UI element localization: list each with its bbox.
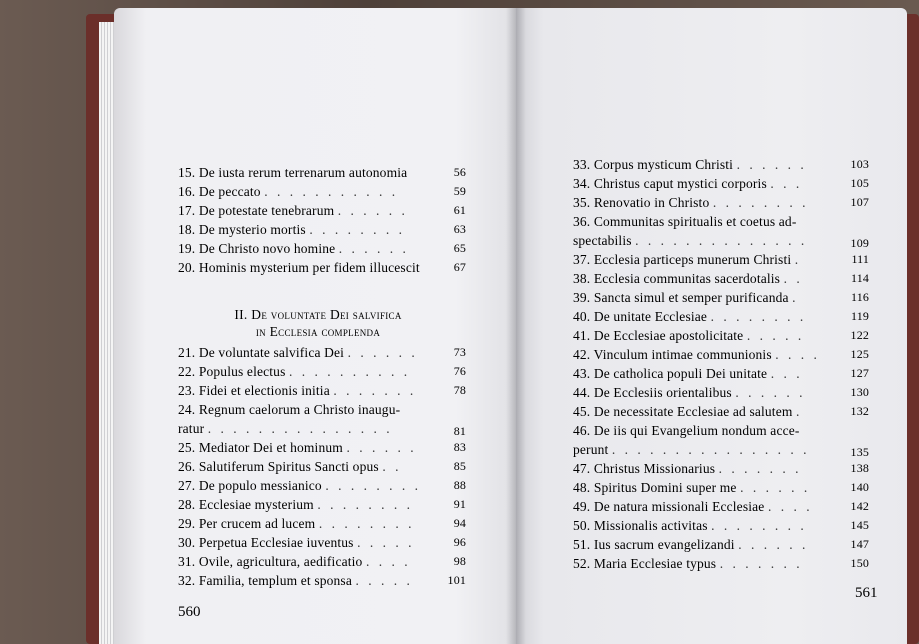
toc-page-number: 130 [850,385,869,399]
toc-page-number: 140 [850,480,869,494]
toc-entry [573,212,869,250]
toc-entry-title: 33. Corpus mysticum Christi [573,157,734,172]
toc-entry [573,193,869,212]
toc-page-number: 147 [850,537,869,551]
toc-entry [573,326,869,345]
toc-page-number: 119 [850,309,869,323]
toc-entry-title: 32. Familia, templum et sponsa [178,573,352,588]
toc-page-number: 107 [850,195,869,209]
toc-page-number: 122 [850,328,869,342]
toc-page-number: 85 [453,459,466,473]
toc-entry-title: 21. De voluntate salvifica Dei [178,345,345,360]
leader-dots: . . . . [775,347,820,362]
toc-entry [178,362,466,381]
toc-page-number: 145 [850,518,869,532]
toc-page-number: 78 [453,383,466,397]
toc-entry-title: 43. De catholica populi Dei unitate [573,366,768,381]
toc-page-number: 56 [453,165,466,179]
leader-dots: . . . . . [357,535,415,550]
toc-entry [178,182,466,201]
leader-dots: . . . . . . . . . . . [264,184,399,199]
toc-entry-title-continued [573,440,869,459]
toc-entry-title: 35. Renovatio in Christo [573,195,710,210]
toc-page-number: 94 [453,516,466,530]
toc-page-number: 81 [453,424,466,438]
toc-entry-title: 52. Maria Ecclesiae typus [573,556,717,571]
leader-dots: . [796,404,803,419]
leader-dots: . . [382,459,402,474]
toc-page-number: 111 [851,252,869,266]
toc-entry-title: 31. Ovile, agricultura, aedificatio [178,554,363,569]
toc-page-number: 63 [453,222,466,236]
toc-entry-title: 42. Vinculum intimae communionis [573,347,772,362]
toc-entry-title: 20. Hominis mysterium per fidem illucescit [178,260,420,275]
toc-entry [573,402,869,421]
toc-entry-title: 51. Ius sacrum evangelizandi [573,537,735,552]
leader-dots: . . . . . . [735,385,806,400]
toc-entry-title: 39. Sancta simul et semper purificanda [573,290,789,305]
toc-entry [573,554,869,573]
toc-entry [178,220,466,239]
leader-dots: . . . . . . [347,345,418,360]
toc-entry-title-continued [178,419,466,438]
toc-page-number: 96 [453,535,466,549]
leader-dots: . . . . . . . . . . . . . . . . [611,442,810,457]
toc-entry [178,533,466,552]
toc-page-number: 150 [850,556,869,570]
toc-entry [178,163,466,182]
toc-page-number: 127 [850,366,869,380]
toc-entry-title: 28. Ecclesiae mysterium [178,497,314,512]
toc-list-left-bottom [178,343,466,590]
leader-dots: . . . . . . [337,203,408,218]
toc-entry-title: 50. Missionalis activitas [573,518,708,533]
toc-entry [573,364,869,383]
toc-page-number: 138 [850,461,869,475]
toc-page-number: 65 [453,241,466,255]
toc-entry [573,269,869,288]
toc-entry [178,495,466,514]
toc-page-number: 83 [453,440,466,454]
toc-page-number: 132 [850,404,869,418]
leader-dots: . . . . . . . . [317,497,413,512]
leader-dots: . . . . . . . [719,556,803,571]
toc-page-number: 135 [850,445,869,459]
toc-page-number: 116 [850,290,869,304]
toc-page-number: 91 [453,497,466,511]
toc-entry [178,400,466,438]
toc-entry-title: 27. De populo messianico [178,478,322,493]
leader-dots: . . . . . . . [333,383,417,398]
toc-page-number: 109 [850,236,869,250]
section-heading-line2: in Ecclesia complenda [255,324,381,339]
toc-entry-title: 30. Perpetua Ecclesiae iuventus [178,535,354,550]
toc-entry [573,288,869,307]
toc-entry [178,457,466,476]
toc-entry-title-line2: perunt [573,442,609,457]
leader-dots: . . . . . . [740,480,811,495]
toc-page-number: 61 [453,203,466,217]
toc-page-number: 103 [850,157,869,171]
toc-page-number: 88 [453,478,466,492]
toc-entry-title: 17. De potestate tenebrarum [178,203,335,218]
toc-entry-title-line2: ratur [178,421,205,436]
toc-entry [573,478,869,497]
toc-entry [178,201,466,220]
book-gutter [506,8,526,644]
toc-list-right [573,155,869,573]
leader-dots: . . . . [365,554,411,569]
toc-entry-title: 37. Ecclesia particeps munerum Christi [573,252,792,267]
toc-entry-title: 47. Christus Missionarius [573,461,716,476]
leader-dots: . . [783,271,803,286]
toc-entry [573,516,869,535]
leader-dots: . . . [770,176,803,191]
folio-left: 560 [178,604,201,620]
toc-entry [573,307,869,326]
toc-entry-title-continued [573,231,869,250]
toc-entry [178,343,466,362]
leader-dots: . . . . . . . . [309,222,405,237]
toc-entry-title-line2: spectabilis [573,233,632,248]
toc-entry [178,571,466,590]
toc-page-number: 59 [453,184,466,198]
leader-dots: . . . . . . . . [712,195,809,210]
leader-dots: . . . . . [746,328,805,343]
toc-entry [573,459,869,478]
toc-page-number: 105 [850,176,869,190]
leader-dots: . . . . . . . . [318,516,415,531]
section-heading-line1: II. De voluntate Dei salvifica [234,307,402,322]
leader-dots: . . . . . . . . [710,309,807,324]
leader-dots: . . . . . . [346,440,417,455]
toc-entry-title: 24. Regnum caelorum a Christo inaugu- [178,402,401,417]
toc-page-number: 98 [453,554,466,568]
toc-entry-title: 34. Christus caput mystici corporis [573,176,767,191]
toc-entry-title: 16. De peccato [178,184,261,199]
toc-entry [178,258,466,277]
toc-entry [178,438,466,457]
toc-entry-title: 18. De mysterio mortis [178,222,306,237]
toc-page-number: 73 [453,345,466,359]
toc-entry-title: 23. Fidei et electionis initia [178,383,330,398]
toc-entry-title: 48. Spiritus Domini super me [573,480,737,495]
toc-entry [573,383,869,402]
leader-dots: . . . . . . [738,537,809,552]
toc-entry [178,239,466,258]
toc-entry [178,552,466,571]
section-heading [178,306,458,340]
toc-page-number: 142 [850,499,869,513]
toc-page-number: 114 [850,271,869,285]
toc-list-left-top [178,163,466,277]
toc-entry-title: 45. De necessitate Ecclesiae ad salutem [573,404,793,419]
leader-dots: . . . . . . . . [325,478,421,493]
leader-dots: . [792,290,799,305]
leader-dots: . . . . . . [736,157,807,172]
toc-entry [573,345,869,364]
leader-dots: . . . . . . . . . . . . . . [635,233,808,248]
toc-entry [573,421,869,459]
toc-entry-title: 41. De Ecclesiae apostolicitate [573,328,744,343]
toc-entry-title: 15. De iusta rerum terrenarum autonomia [178,165,408,180]
toc-entry-title: 46. De iis qui Evangelium nondum acce- [573,423,800,438]
toc-entry [178,381,466,400]
toc-entry [573,174,869,193]
toc-entry-title: 19. De Christo novo homine [178,241,336,256]
toc-entry [573,497,869,516]
toc-entry-title: 49. De natura missionali Ecclesiae [573,499,765,514]
toc-entry-title: 40. De unitate Ecclesiae [573,309,708,324]
toc-entry [573,155,869,174]
leader-dots: . . . . [767,499,813,514]
toc-entry-title: 26. Salutiferum Spiritus Sancti opus [178,459,379,474]
leader-dots: . [794,252,802,267]
leader-dots: . . . . . . . . . . [289,364,411,379]
toc-entry [178,514,466,533]
toc-page-number: 101 [447,573,466,587]
folio-right: 561 [855,585,878,601]
toc-page-number: 125 [850,347,869,361]
leader-dots: . . . . . [355,573,413,588]
toc-entry-title: 25. Mediator Dei et hominum [178,440,343,455]
toc-page-number: 67 [453,260,466,274]
leader-dots: . . . [770,366,803,381]
toc-entry-title: 36. Communitas spiritualis et coetus ad- [573,214,797,229]
toc-entry [573,250,869,269]
toc-entry [178,476,466,495]
toc-page-number: 76 [453,364,466,378]
leader-dots: . . . . . . . . . . . . . . . [207,421,393,436]
toc-entry-title: 22. Populus electus [178,364,286,379]
leader-dots: . . . . . . . [718,461,802,476]
toc-entry [573,535,869,554]
toc-entry-title: 38. Ecclesia communitas sacerdotalis [573,271,781,286]
toc-entry-title: 29. Per crucem ad lucem [178,516,316,531]
leader-dots: . . . . . . . . [711,518,807,533]
leader-dots: . . . . . . [338,241,409,256]
toc-entry-title: 44. De Ecclesiis orientalibus [573,385,732,400]
